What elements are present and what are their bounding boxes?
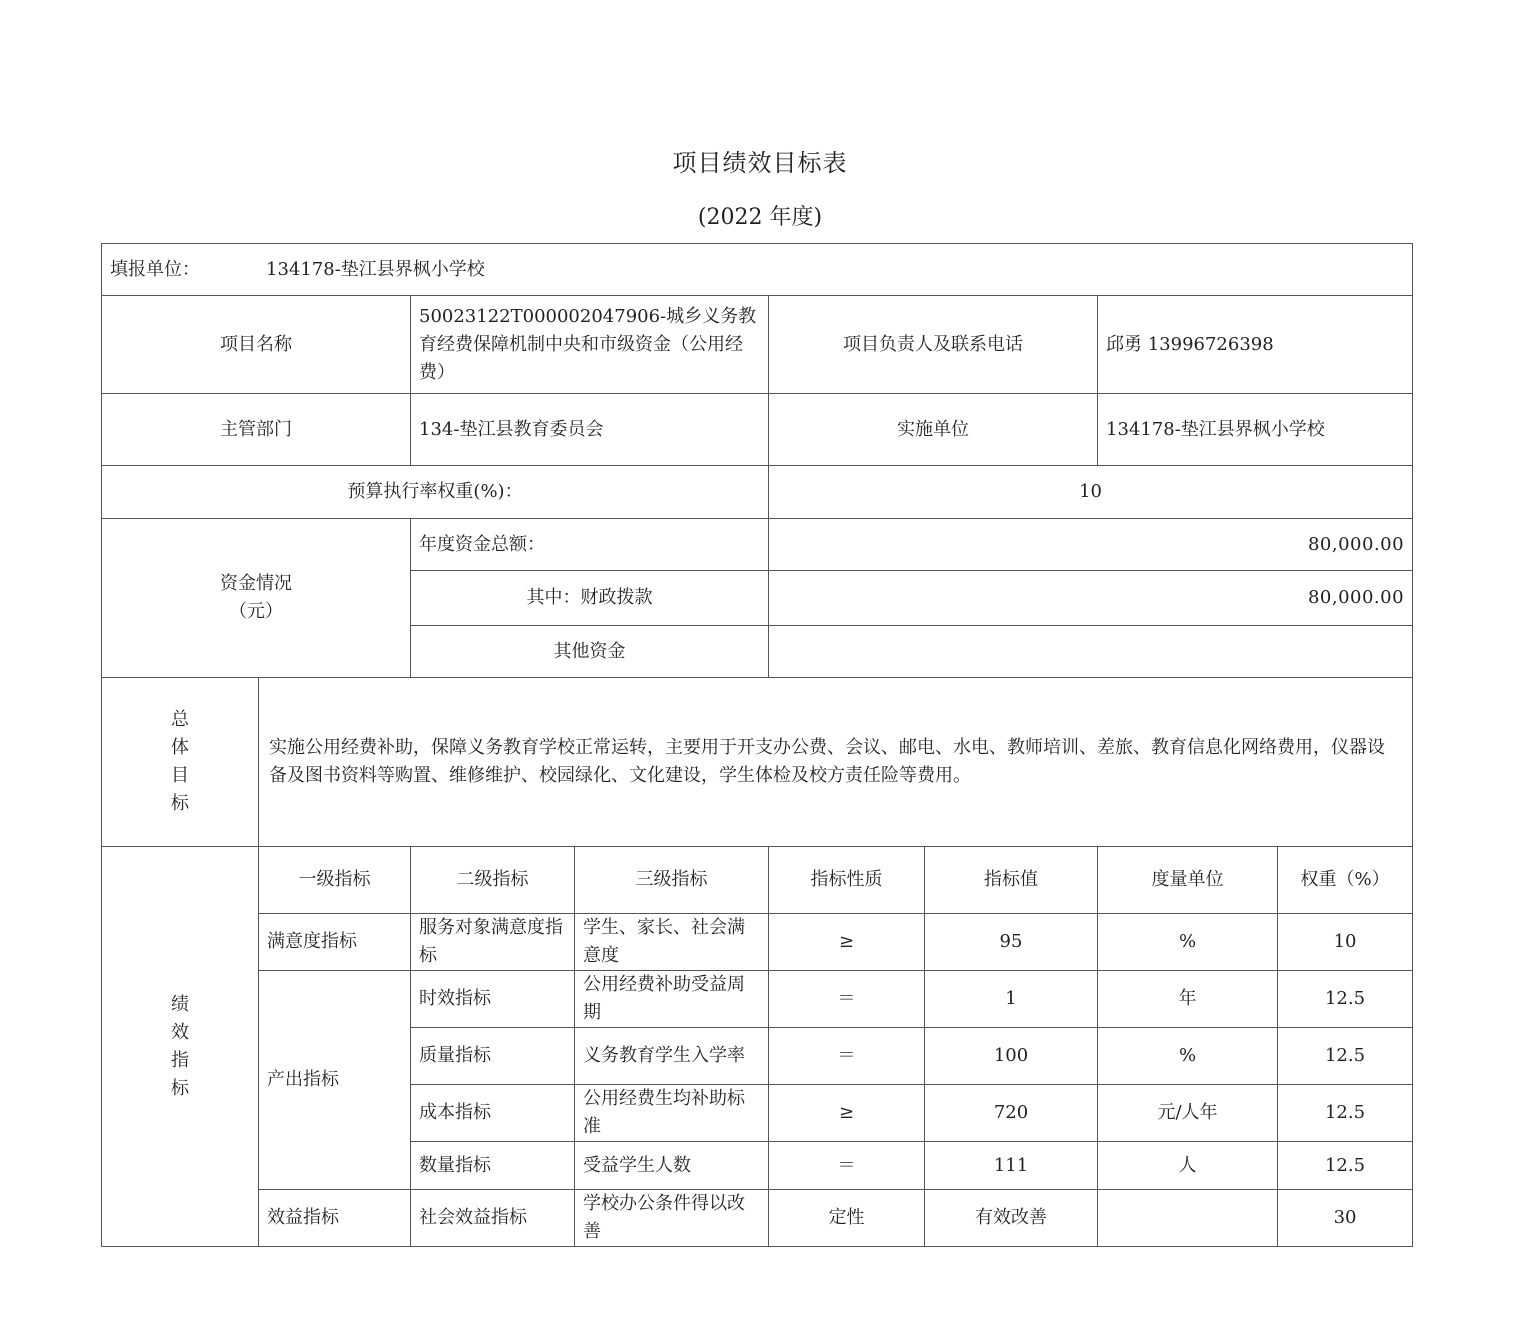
funds-total-label: 年度资金总额： — [411, 519, 769, 571]
funds-label: 资金情况 — [220, 573, 292, 594]
goal-row — [102, 678, 1413, 847]
table-row — [102, 914, 1413, 971]
page-subtitle: (2022 年度) — [697, 205, 823, 230]
indicator-weight: 12.5 — [1278, 971, 1413, 1028]
indicator-l3: 公用经费生均补助标准 — [575, 1085, 769, 1142]
indicator-nature: ＝ — [769, 1028, 925, 1085]
indicator-unit: % — [1098, 914, 1278, 971]
fill-unit-label: 填报单位： — [110, 258, 200, 280]
funds-label-cell — [102, 519, 411, 678]
indicator-l3: 义务教育学生入学率 — [575, 1028, 769, 1085]
indicator-unit: 元/人年 — [1098, 1085, 1278, 1142]
indicator-value: 720 — [925, 1085, 1098, 1142]
dept-row — [102, 394, 1413, 466]
indicator-l1: 产出指标 — [259, 971, 411, 1190]
col-header-nature: 指标性质 — [769, 847, 925, 914]
header-row — [102, 244, 1413, 296]
project-name-label: 项目名称 — [102, 296, 411, 394]
indicator-value: 有效改善 — [925, 1190, 1098, 1247]
col-header-weight: 权重（%） — [1278, 847, 1413, 914]
project-name-value: 50023122T000002047906-城乡义务教育经费保障机制中央和市级资金（公用经费） — [411, 296, 769, 394]
indicator-weight: 30 — [1278, 1190, 1413, 1247]
indicator-value: 95 — [925, 914, 1098, 971]
indicator-nature: ＝ — [769, 971, 925, 1028]
indicators-label-char: 标 — [171, 1077, 189, 1099]
dept-label: 主管部门 — [102, 394, 411, 466]
col-header-l3: 三级指标 — [575, 847, 769, 914]
budget-weight-row — [102, 466, 1413, 519]
indicator-nature: ≥ — [769, 1085, 925, 1142]
table-row — [102, 971, 1413, 1028]
project-owner-label: 项目负责人及联系电话 — [769, 296, 1098, 394]
indicator-nature: ＝ — [769, 1142, 925, 1190]
indicator-value: 111 — [925, 1142, 1098, 1190]
indicator-weight: 12.5 — [1278, 1085, 1413, 1142]
indicator-l2: 成本指标 — [411, 1085, 575, 1142]
indicator-header-row — [102, 847, 1413, 914]
funds-fiscal-value: 80,000.00 — [769, 571, 1413, 626]
indicator-unit: 年 — [1098, 971, 1278, 1028]
page-title: 项目绩效目标表 — [672, 149, 848, 177]
indicator-weight: 10 — [1278, 914, 1413, 971]
indicator-l2: 社会效益指标 — [411, 1190, 575, 1247]
funds-other-label: 其他资金 — [411, 626, 769, 678]
project-name-row — [102, 296, 1413, 394]
indicator-unit: 人 — [1098, 1142, 1278, 1190]
table-row — [102, 1190, 1413, 1247]
performance-table — [101, 243, 1413, 1247]
indicator-l2: 数量指标 — [411, 1142, 575, 1190]
indicator-weight: 12.5 — [1278, 1142, 1413, 1190]
indicators-label-char: 指 — [171, 1049, 189, 1071]
funds-total-value: 80,000.00 — [769, 519, 1413, 571]
indicator-value: 100 — [925, 1028, 1098, 1085]
col-header-l2: 二级指标 — [411, 847, 575, 914]
goal-label — [102, 678, 259, 847]
budget-weight-value: 10 — [769, 466, 1413, 519]
indicator-nature: ≥ — [769, 914, 925, 971]
indicator-unit: % — [1098, 1028, 1278, 1085]
indicator-unit — [1098, 1190, 1278, 1247]
indicator-l1: 效益指标 — [259, 1190, 411, 1247]
funds-total-row — [102, 519, 1413, 571]
goal-label-char: 体 — [171, 737, 189, 758]
indicators-label-char: 效 — [171, 1021, 189, 1043]
goal-label-char: 总 — [171, 709, 189, 730]
funds-unit: （元） — [229, 601, 283, 622]
indicator-nature: 定性 — [769, 1190, 925, 1247]
dept-value: 134-垫江县教育委员会 — [411, 394, 769, 466]
goal-label-char: 标 — [171, 793, 189, 814]
fill-unit-cell — [102, 244, 1413, 296]
indicator-weight: 12.5 — [1278, 1028, 1413, 1085]
indicator-l2: 时效指标 — [411, 971, 575, 1028]
budget-weight-label: 预算执行率权重(%)： — [102, 466, 769, 519]
fill-unit-value: 134178-垫江县界枫小学校 — [266, 258, 485, 280]
col-header-unit: 度量单位 — [1098, 847, 1278, 914]
indicator-l2: 质量指标 — [411, 1028, 575, 1085]
indicators-label-char: 绩 — [171, 993, 189, 1015]
indicator-l3: 公用经费补助受益周期 — [575, 971, 769, 1028]
goal-label-char: 目 — [171, 765, 189, 786]
funds-fiscal-label: 其中：财政拨款 — [411, 571, 769, 626]
col-header-value: 指标值 — [925, 847, 1098, 914]
project-owner-value: 邱勇 13996726398 — [1098, 296, 1413, 394]
indicator-l2: 服务对象满意度指标 — [411, 914, 575, 971]
funds-other-value — [769, 626, 1413, 678]
impl-label: 实施单位 — [769, 394, 1098, 466]
indicator-l3: 学生、家长、社会满意度 — [575, 914, 769, 971]
indicator-l1: 满意度指标 — [259, 914, 411, 971]
col-header-l1: 一级指标 — [259, 847, 411, 914]
goal-text: 实施公用经费补助，保障义务教育学校正常运转，主要用于开支办公费、会议、邮电、水电、教师培训、差旅、教育信息化网络费用，仪器设备及图书资料等购置、维修维护、校园绿化、文化建设，学生体检及校方责任险等费用。 — [259, 678, 1413, 847]
indicator-l3: 学校办公条件得以改善 — [575, 1190, 769, 1247]
indicator-l3: 受益学生人数 — [575, 1142, 769, 1190]
impl-value: 134178-垫江县界枫小学校 — [1098, 394, 1413, 466]
indicator-value: 1 — [925, 971, 1098, 1028]
indicators-label — [102, 847, 259, 1247]
